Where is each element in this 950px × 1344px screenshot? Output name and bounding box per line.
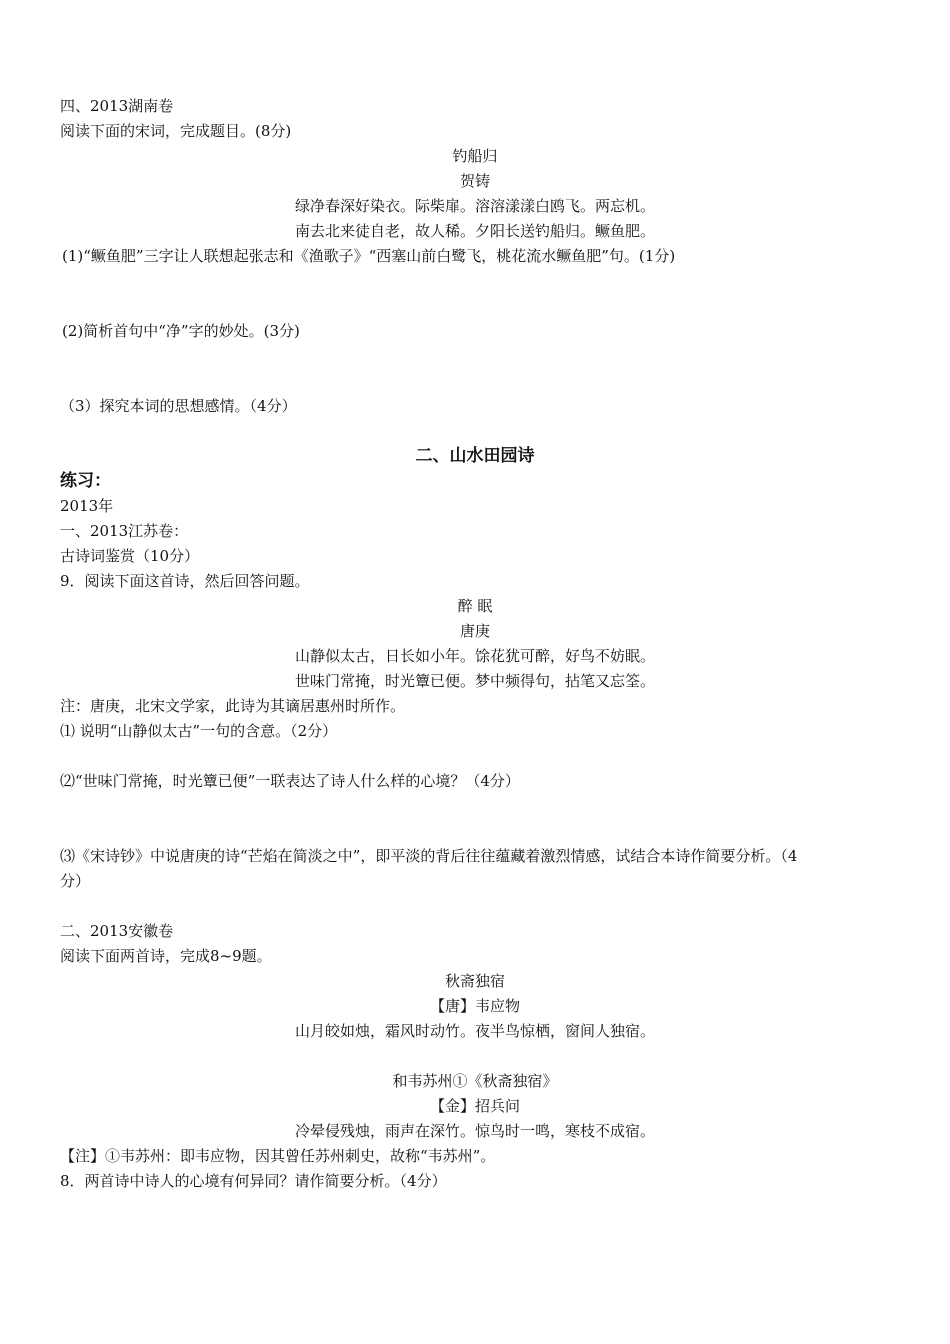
poem-note: 注：唐庚，北宋文学家，此诗为其谪居惠州时所作。	[60, 697, 406, 715]
poem-title-zuimian: 醉 眠	[457, 597, 493, 615]
question-8: 8．两首诗中诗人的心境有何异同？请作简要分析。（4分）	[60, 1172, 447, 1190]
question-2: (2)简析首句中“净”字的妙处。(3分)	[62, 322, 300, 340]
question-3: ⑶《宋诗钞》中说唐庚的诗“芒焰在简淡之中”，即平淡的背后往往蕴藏着激烈情感，试结合本诗作简要分析。（4	[60, 847, 798, 865]
poem-line-2: 世味门常掩，时光簟已便。梦中频得句，拈笔又忘筌。	[294, 672, 655, 690]
section-heading-hunan: 四、2013湖南卷	[60, 97, 174, 115]
poem-title-diaochuangui: 钓船归	[452, 147, 498, 165]
poem-author-hezhu: 贺铸	[459, 172, 490, 190]
poem-line-2: 南去北来徒自老，故人稀。夕阳长送钓船归。鳜鱼肥。	[294, 222, 655, 240]
poem2-author: 【金】招兵问	[429, 1097, 520, 1115]
poem2-title: 和韦苏州①《秋斋独宿》	[392, 1072, 558, 1090]
subheading-jiangsu: 古诗词鉴赏（10分）	[60, 547, 200, 565]
instructions-anhui: 阅读下面两首诗，完成8~9题。	[60, 947, 272, 965]
chapter-title: 二、山水田园诗	[415, 446, 535, 466]
section-heading-anhui: 二、2013安徽卷	[60, 922, 174, 940]
poem1-author: 【唐】韦应物	[429, 997, 520, 1015]
instructions-hunan: 阅读下面的宋词，完成题目。(8分)	[60, 122, 292, 140]
year-label: 2013年	[60, 497, 114, 515]
practice-label: 练习：	[60, 471, 111, 491]
question-2: ⑵“世味门常掩，时光簟已便”一联表达了诗人什么样的心境？（4分）	[60, 772, 520, 790]
question-1: ⑴ 说明“山静似太古”一句的含意。（2分）	[60, 722, 338, 740]
poem2-line: 冷晕侵残烛，雨声在深竹。惊鸟时一鸣，寒枝不成宿。	[294, 1122, 655, 1140]
poem1-title: 秋斋独宿	[444, 972, 505, 990]
poem1-line: 山月皎如烛，霜风时动竹。夜半鸟惊栖，窗间人独宿。	[294, 1022, 655, 1040]
poem-line-1: 绿净春深好染衣。际柴扉。溶溶漾漾白鸥飞。两忘机。	[294, 197, 655, 215]
poem-line-1: 山静似太古，日长如小年。馀花犹可醉，好鸟不妨眠。	[294, 647, 655, 665]
section-heading-jiangsu: 一、2013江苏卷：	[60, 522, 189, 540]
question-3-continued: 分）	[60, 872, 91, 890]
question-3: （3）探究本词的思想感情。（4分）	[60, 397, 297, 415]
poem-note: 【注】①韦苏州：即韦应物，因其曾任苏州刺史，故称“韦苏州”。	[60, 1147, 496, 1165]
question-1: (1)“鳜鱼肥”三字让人联想起张志和《渔歌子》“西塞山前白鹭飞，桃花流水鳜鱼肥”句。(1分)	[62, 247, 676, 265]
poem-author-tanggeng: 唐庚	[459, 622, 490, 640]
instructions-jiangsu: 9．阅读下面这首诗，然后回答问题。	[60, 572, 310, 590]
